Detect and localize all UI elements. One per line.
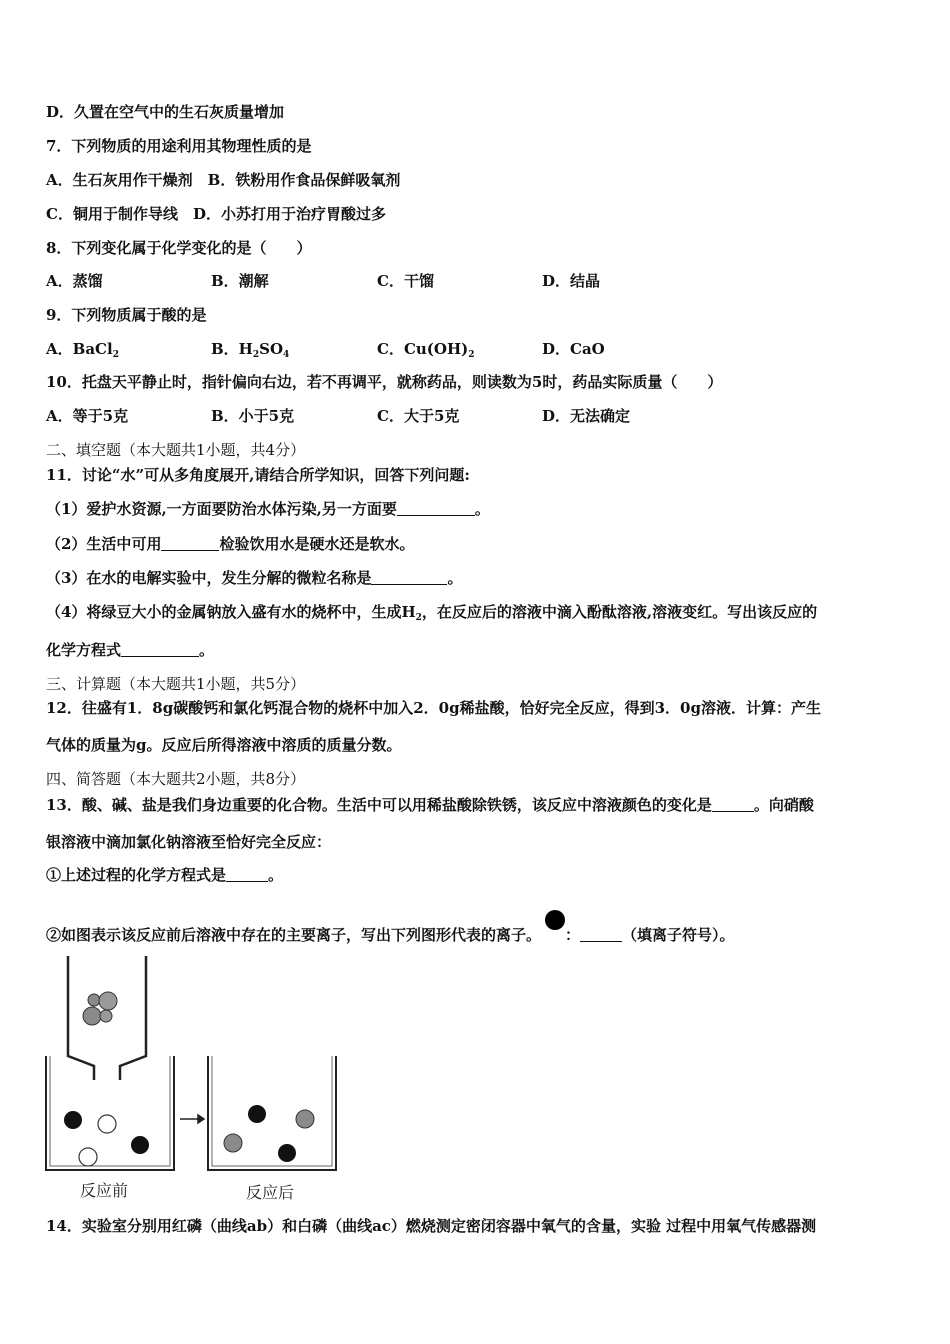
section2-title: 二、填空题（本大题共1小题，共4分） [46,441,306,459]
q8-option-a: A．蒸馏 [46,272,103,290]
q9-option-b: B．$H_2SO_4$ [211,340,290,360]
q14-line1: 14．实验室分别用红磷（曲线ab）和白磷（曲线ac）燃烧测定密闭容器中氧气的含量，实验 过程中用氧气传感器测 [46,1217,817,1235]
q8-stem: 8．下列变化属于化学变化的是（ ） [46,239,312,257]
q8-option-c: C．干馏 [377,272,434,290]
q13-line3: ①上述过程的化学方程式是 。 [46,866,284,884]
q6-option-d: D．久置在空气中的生石灰质量增加 [46,103,285,121]
q9-option-d: D．CaO [542,340,605,358]
q13-blank1[interactable] [712,797,754,812]
q13-blank2[interactable] [226,867,268,882]
section4-title: 四、简答题（本大题共2小题，共8分） [46,770,306,788]
gray-ion [224,1134,242,1152]
q8-option-b: B．潮解 [211,272,269,290]
q10-stem: 10．托盘天平静止时，指针偏向右边，若不再调平，就称药品，则读数为5时，药品实际质量（ ） [46,373,723,391]
q13-blank3[interactable] [580,927,622,942]
black-ion-circle-icon [545,910,565,930]
label-before: 反应前 [79,1181,129,1200]
black-ion [131,1136,149,1154]
beaker-after [208,1056,336,1170]
q9-stem: 9．下列物质属于酸的是 [46,306,207,324]
q11-stem: 11．讨论“水”可从多角度展开,请结合所学知识，回答下列问题: [46,466,470,484]
gray-ion [296,1110,314,1128]
q11-part4: （4）将绿豆大小的金属钠放入盛有水的烧杯中，生成$H_2$，在反应后的溶液中滴入酚酞溶液,溶液变红。写出该反应的 [46,603,818,623]
q11-part3: （3）在水的电解实验中，发生分解的微粒名称是 。 [46,569,463,587]
white-ion [79,1148,97,1166]
q9-option-c: C．$Cu(OH)_2$ [377,340,475,360]
black-ion [64,1111,82,1129]
q10-option-d: D．无法确定 [542,407,631,425]
q7-options-row1: A．生石灰用作干燥剂 B．铁粉用作食品保鲜吸氧剂 [46,171,401,189]
q11-part4-cont: 化学方程式 。 [46,641,215,659]
black-ion [248,1105,266,1123]
q10-option-b: B．小于5克 [211,407,295,425]
beaker-before [46,1056,174,1170]
q13-line2: 银溶液中滴加氯化钠溶液至恰好完全反应： [46,833,332,851]
q10-option-c: C．大于5克 [377,407,460,425]
q12-line2: 气体的质量为g。反应后所得溶液中溶质的质量分数。 [46,736,402,754]
dropper-particle [88,994,100,1006]
arrow-right-icon [180,1115,204,1123]
q11-blank3[interactable] [371,570,447,585]
q10-option-a: A．等于5克 [46,407,129,425]
q11-blank4[interactable] [121,642,199,657]
q13-line4: ②如图表示该反应前后溶液中存在的主要离子，写出下列图形代表的离子。 ： （填离子符号）。 [46,910,735,945]
q13-line1: 13．酸、碱、盐是我们身边重要的化合物。生活中可以用稀盐酸除铁锈，该反应中溶液颜色的变化是 。向硝酸 [46,796,814,814]
dropper-particle [100,1010,112,1022]
dropper-particle [83,1007,101,1025]
q7-options-row2: C．铜用于制作导线 D．小苏打用于治疗胃酸过多 [46,205,386,223]
q8-option-d: D．结晶 [542,272,601,290]
q11-blank2[interactable] [161,536,219,551]
q11-part2: （2）生活中可用 检验饮用水是硬水还是软水。 [46,535,415,553]
q9-option-a: A．BaCl$_2$ [46,340,119,360]
white-ion [98,1115,116,1133]
dropper-particle [99,992,117,1010]
reaction-figure [40,952,340,1204]
black-ion [278,1144,296,1162]
q7-stem: 7．下列物质的用途利用其物理性质的是 [46,137,312,155]
q11-blank1[interactable] [397,501,475,516]
label-after: 反应后 [245,1183,295,1202]
q12-line1: 12．往盛有1．8g碳酸钙和氯化钙混合物的烧杯中加入2．0g稀盐酸，恰好完全反应，得到3．0g溶液．计算：产生 [46,699,821,717]
section3-title: 三、计算题（本大题共1小题，共5分） [46,675,306,693]
q11-part1: （1）爱护水资源,一方面要防治水体污染,另一方面要 。 [46,500,490,518]
